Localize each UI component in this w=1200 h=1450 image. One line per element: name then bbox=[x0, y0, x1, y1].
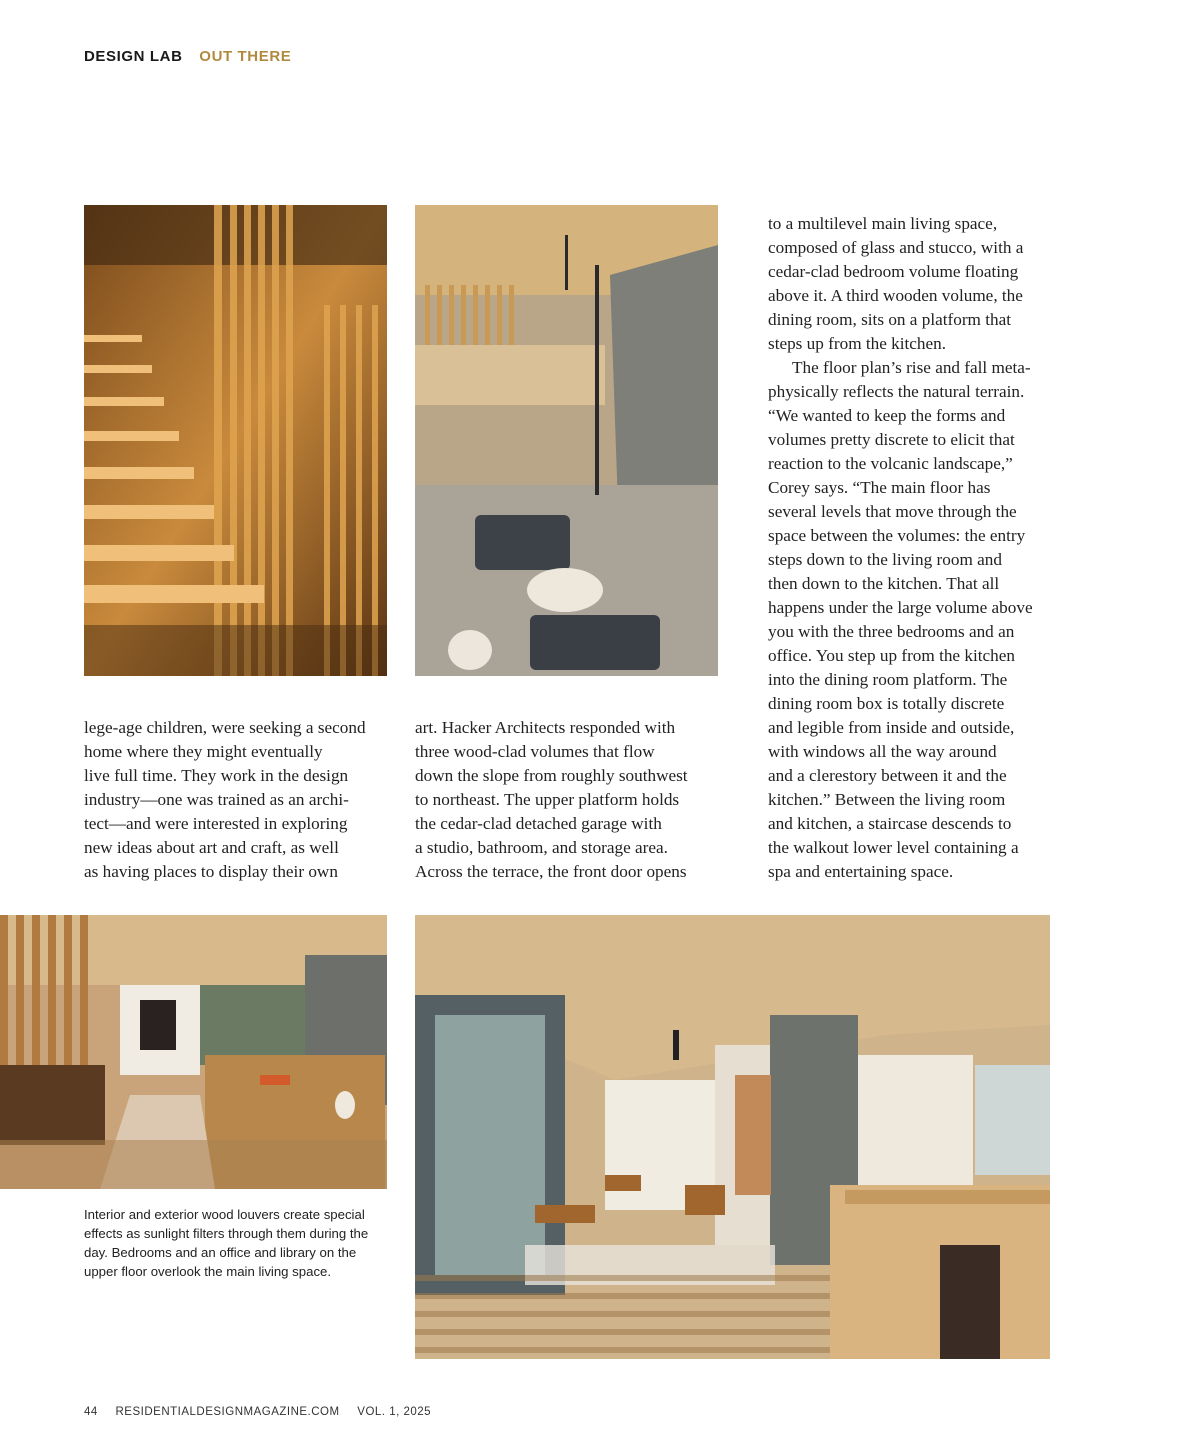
text-column-middle bbox=[415, 716, 725, 884]
paragraph: art. Hacker Architects responded with three wood-clad volumes that flow down the slope from roughly southwest to northeast. The upper platform holds the cedar-clad detached garage with a studio, bathroom, and storage area. Across the terrace, the front door opens bbox=[415, 718, 688, 881]
paragraph: to a multilevel main living space, composed of glass and stucco, with a cedar-clad bedroom volume floating above it. A third wooden volume, the dining room, sits on a platform that steps up from the kitchen. bbox=[768, 214, 1024, 353]
section-label: DESIGN LAB bbox=[84, 48, 183, 65]
photo-caption: Interior and exterior wood louvers create special effects as sunlight filters through them during the day. Bedrooms and an office and library on the upper floor overlook the main living space. bbox=[84, 1207, 369, 1279]
page-header bbox=[84, 48, 291, 65]
paragraph: lege-age children, were seeking a second home where they might eventually live full time. They work in the design industry—one was trained as an archi- tect—and were interested in exploring new ideas about art and craft, as well as having places to display their own bbox=[84, 718, 366, 881]
text-column-right bbox=[768, 212, 1068, 884]
issue-volume: VOL. 1, 2025 bbox=[357, 1406, 432, 1418]
text-column-left bbox=[84, 716, 394, 884]
staircase-louvers-photo bbox=[84, 205, 387, 676]
website-url: RESIDENTIALDESIGNMAGAZINE.COM bbox=[115, 1406, 340, 1418]
page-number: 44 bbox=[84, 1406, 98, 1418]
page-footer bbox=[84, 1406, 445, 1418]
subsection-label: OUT THERE bbox=[199, 48, 292, 65]
living-space-overview-photo bbox=[415, 205, 718, 676]
paragraph: The floor plan’s rise and fall meta- physically reflects the natural terrain. “We wanted to keep the forms and volumes pretty discrete to elicit that reaction to the volcanic landscape,” Corey says. “The main floor has several levels that move through the space between the volumes: the entry steps down to the living room and then down to the kitchen. That all happens under the large volume above you with the three bedrooms and an office. You step up from the kitchen into the dining room platform. The dining room box is totally discrete and legible from inside and outside, with windows all the way around and a clerestory between it and the kitchen.” Between the living room and kitchen, a staircase descends to the walkout lower level containing a spa and entertaining space. bbox=[768, 358, 1033, 881]
main-living-kitchen-photo bbox=[415, 915, 1050, 1359]
hallway-credenza-photo bbox=[0, 915, 387, 1189]
